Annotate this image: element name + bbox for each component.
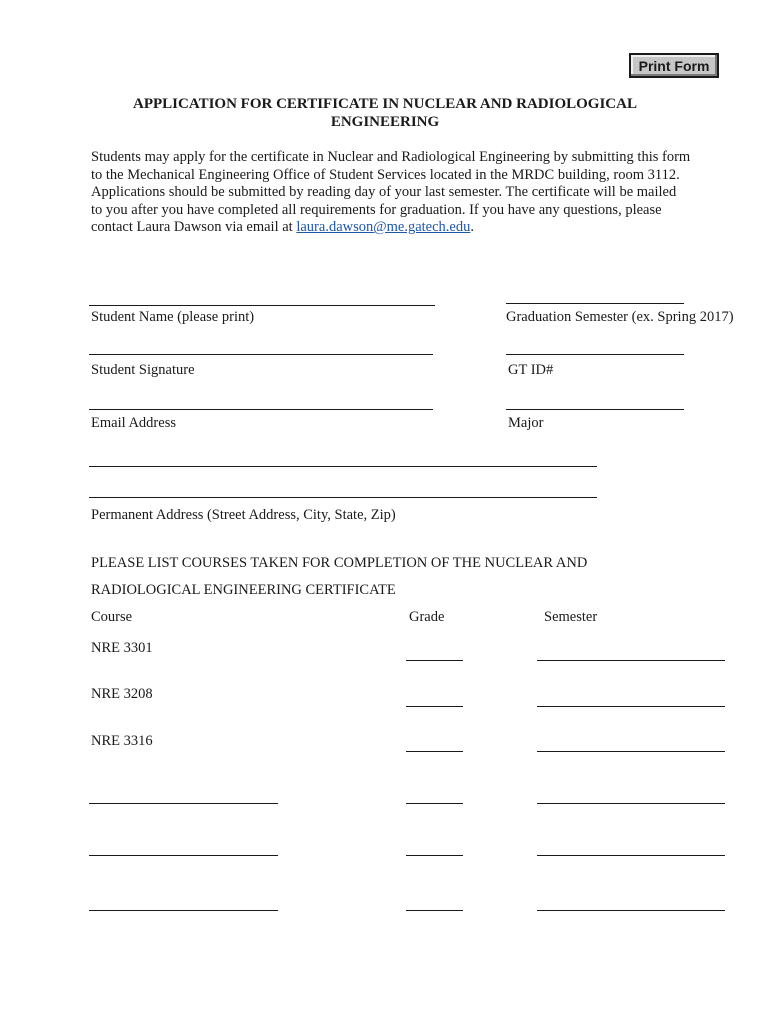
contact-email-link[interactable]: laura.dawson@me.gatech.edu bbox=[296, 219, 471, 235]
course-name: NRE 3301 bbox=[91, 640, 153, 656]
course-2-grade-field[interactable] bbox=[406, 706, 463, 707]
semester-column-header: Semester bbox=[544, 609, 598, 625]
blank-course-1-grade-field[interactable] bbox=[406, 803, 463, 804]
intro-trailing: . bbox=[470, 219, 474, 235]
course-1-grade-field[interactable] bbox=[406, 660, 463, 661]
course-1-semester-field[interactable] bbox=[537, 660, 725, 661]
form-title bbox=[100, 95, 670, 131]
graduation-semester-label: Graduation Semester (ex. Spring 2017) bbox=[506, 309, 734, 325]
gt-id-label: GT ID# bbox=[508, 362, 554, 378]
blank-course-2-grade-field[interactable] bbox=[406, 855, 463, 856]
courses-heading-line1: PLEASE LIST COURSES TAKEN FOR COMPLETION OF THE NUCLEAR AND bbox=[91, 555, 588, 571]
student-signature-field[interactable] bbox=[89, 354, 433, 355]
course-name: NRE 3208 bbox=[91, 686, 153, 702]
graduation-semester-field[interactable] bbox=[506, 303, 684, 304]
blank-course-3-semester-field[interactable] bbox=[537, 910, 725, 911]
course-name: NRE 3316 bbox=[91, 733, 153, 749]
student-name-label: Student Name (please print) bbox=[91, 309, 255, 325]
student-signature-label: Student Signature bbox=[91, 362, 195, 378]
email-address-field[interactable] bbox=[89, 409, 433, 410]
permanent-address-label: Permanent Address (Street Address, City, State, Zip) bbox=[91, 507, 396, 523]
permanent-address-line1-field[interactable] bbox=[89, 466, 597, 467]
email-address-label: Email Address bbox=[91, 415, 176, 431]
course-column-header: Course bbox=[91, 609, 133, 625]
intro-text: Students may apply for the certificate in Nuclear and Radiological Engineering by submitting this form to the Mechanical Engineering Office of Student Services located in the MRDC building, room 3112. Applications should be submitted by reading day of your last semester. The certificate will be mailed to you after you have completed all requirements for graduation. If you have any questions, please contact Laura Dawson via email at bbox=[91, 149, 691, 235]
student-name-field[interactable] bbox=[89, 305, 435, 306]
intro-paragraph bbox=[91, 149, 691, 237]
blank-course-1-semester-field[interactable] bbox=[537, 803, 725, 804]
course-2-semester-field[interactable] bbox=[537, 706, 725, 707]
form-title-line1: APPLICATION FOR CERTIFICATE IN NUCLEAR AND RADIOLOGICAL bbox=[133, 96, 637, 112]
grade-column-header: Grade bbox=[409, 609, 445, 625]
blank-course-2-field[interactable] bbox=[89, 855, 278, 856]
major-field[interactable] bbox=[506, 409, 684, 410]
permanent-address-line2-field[interactable] bbox=[89, 497, 597, 498]
print-form-button[interactable]: Print Form bbox=[629, 53, 719, 78]
course-3-grade-field[interactable] bbox=[406, 751, 463, 752]
blank-course-1-field[interactable] bbox=[89, 803, 278, 804]
form-title-line2: ENGINEERING bbox=[330, 114, 440, 130]
blank-course-3-grade-field[interactable] bbox=[406, 910, 463, 911]
gt-id-field[interactable] bbox=[506, 354, 684, 355]
major-label: Major bbox=[508, 415, 544, 431]
courses-heading-line2: RADIOLOGICAL ENGINEERING CERTIFICATE bbox=[91, 582, 396, 598]
blank-course-2-semester-field[interactable] bbox=[537, 855, 725, 856]
blank-course-3-field[interactable] bbox=[89, 910, 278, 911]
course-3-semester-field[interactable] bbox=[537, 751, 725, 752]
